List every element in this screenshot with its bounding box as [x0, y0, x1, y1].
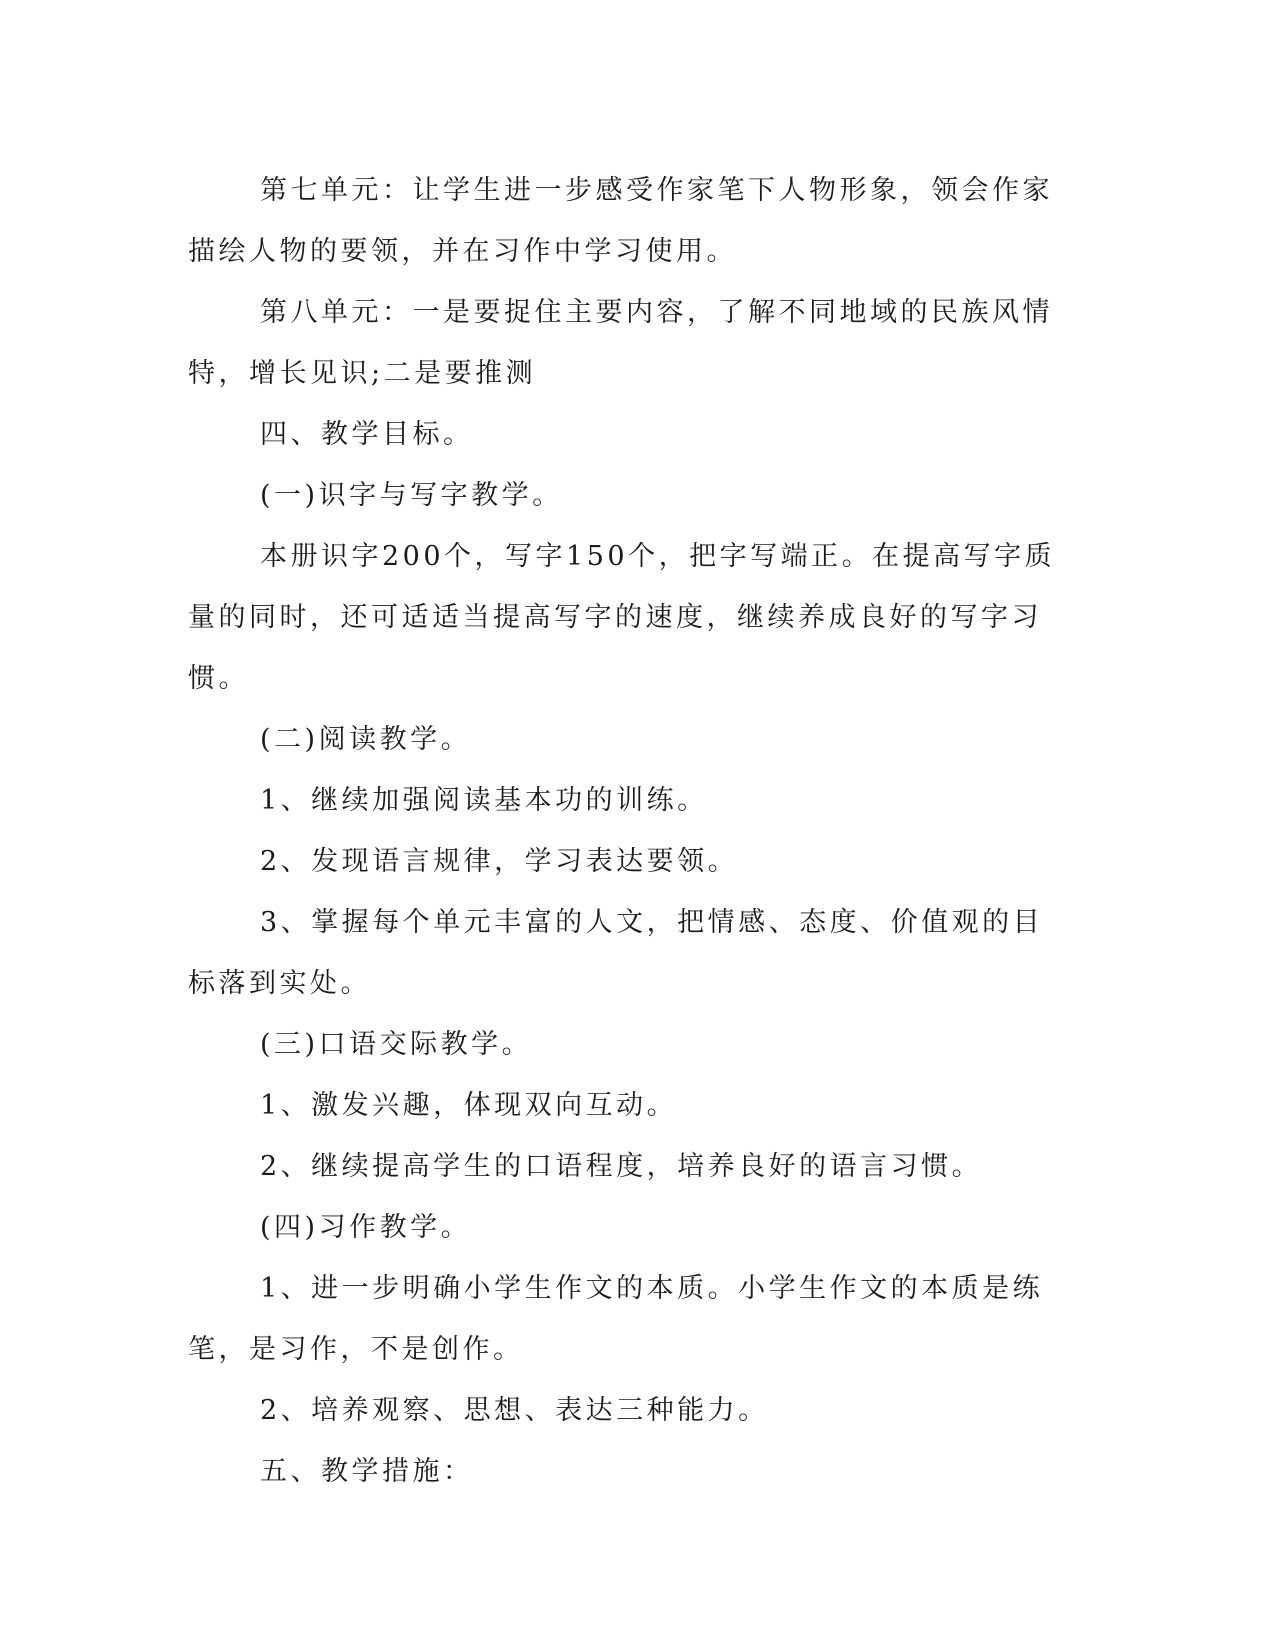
list-item-composition-1: 1、进一步明确小学生作文的本质。小学生作文的本质是练笔，是习作，不是创作。 — [188, 1273, 1044, 1365]
document-body — [188, 160, 1068, 1502]
list-item-oral-2: 2、继续提高学生的口语程度，培养良好的语言习惯。 — [260, 1151, 983, 1182]
subheading-literacy-writing: (一)识字与写字教学。 — [260, 480, 563, 511]
list-item-reading-1: 1、继续加强阅读基本功的训练。 — [260, 785, 708, 816]
list-item-composition-2: 2、培养观察、思想、表达三种能力。 — [260, 1395, 769, 1426]
subheading-composition: (四)习作教学。 — [260, 1212, 472, 1243]
heading-teaching-goals: 四、教学目标。 — [260, 419, 474, 450]
subheading-reading: (二)阅读教学。 — [260, 724, 472, 755]
subheading-oral-communication: (三)口语交际教学。 — [260, 1029, 533, 1060]
list-item-reading-2: 2、发现语言规律，学习表达要领。 — [260, 846, 739, 877]
list-item-oral-1: 1、激发兴趣，体现双向互动。 — [260, 1090, 678, 1121]
paragraph-literacy-targets: 本册识字200个，写字150个，把字写端正。在提高写字质量的同时，还可适适当提高写字的速度，继续养成良好的写字习惯。 — [188, 541, 1056, 694]
heading-teaching-measures: 五、教学措施： — [260, 1456, 474, 1487]
list-item-reading-3: 3、掌握每个单元丰富的人文，把情感、态度、价值观的目标落到实处。 — [188, 907, 1044, 999]
paragraph-unit-8: 第八单元：一是要捉住主要内容，了解不同地域的民族风情特，增长见识;二是要推测 — [188, 297, 1053, 389]
paragraph-unit-7: 第七单元：让学生进一步感受作家笔下人物形象，领会作家描绘人物的要领，并在习作中学习使用。 — [188, 175, 1053, 267]
